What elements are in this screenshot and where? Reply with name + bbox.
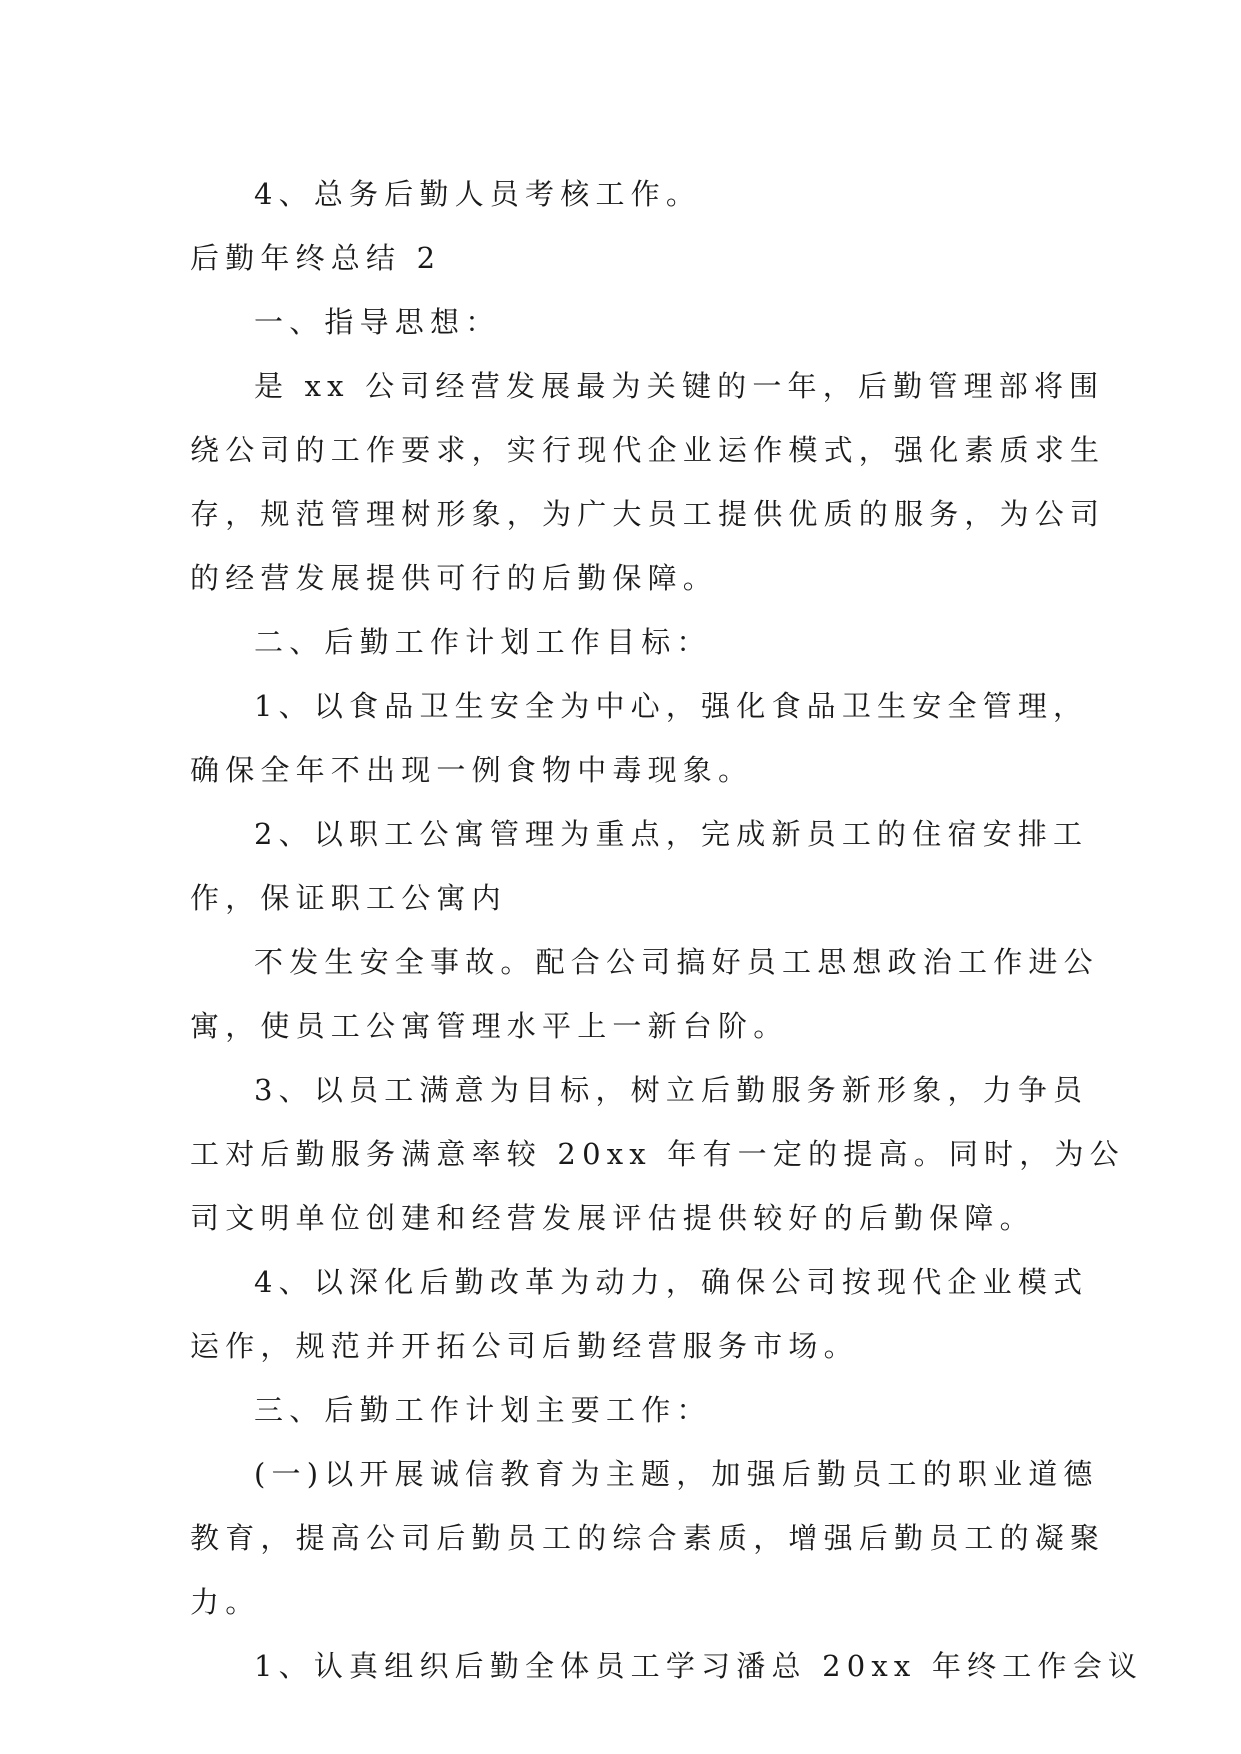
text-line: 是 xx 公司经营发展最为关键的一年，后勤管理部将围 <box>254 369 1105 403</box>
text-line: 3、以员工满意为目标，树立后勤服务新形象，力争员 <box>254 1073 1089 1107</box>
text-line: 力。 <box>190 1585 261 1619</box>
text-line: 寓，使员工公寓管理水平上一新台阶。 <box>190 1009 789 1043</box>
text-line: 二、后勤工作计划工作目标： <box>254 625 712 659</box>
text-line: 4、总务后勤人员考核工作。 <box>254 177 702 211</box>
document-body <box>190 162 1144 1698</box>
text-line: 工对后勤服务满意率较 20xx 年有一定的提高。同时，为公 <box>190 1137 1125 1171</box>
text-line: 的经营发展提供可行的后勤保障。 <box>190 561 719 595</box>
text-line: 确保全年不出现一例食物中毒现象。 <box>190 753 754 787</box>
text-line: 1、以食品卫生安全为中心，强化食品卫生安全管理， <box>254 689 1089 723</box>
text-line: 绕公司的工作要求，实行现代企业运作模式，强化素质求生 <box>190 433 1106 467</box>
text-line: 三、后勤工作计划主要工作： <box>254 1393 712 1427</box>
text-line: 4、以深化后勤改革为动力，确保公司按现代企业模式 <box>254 1265 1089 1299</box>
text-line: 存，规范管理树形象，为广大员工提供优质的服务，为公司 <box>190 497 1106 531</box>
text-line: 1、认真组织后勤全体员工学习潘总 20xx 年终工作会议 <box>254 1649 1144 1683</box>
text-line: 2、以职工公寓管理为重点，完成新员工的住宿安排工 <box>254 817 1089 851</box>
text-line: 作，保证职工公寓内 <box>190 881 507 915</box>
text-line: 司文明单位创建和经营发展评估提供较好的后勤保障。 <box>190 1201 1035 1235</box>
text-line: 运作，规范并开拓公司后勤经营服务市场。 <box>190 1329 859 1363</box>
text-line: (一)以开展诚信教育为主题，加强后勤员工的职业道德 <box>254 1457 1099 1491</box>
text-line: 不发生安全事故。配合公司搞好员工思想政治工作进公 <box>254 945 1099 979</box>
text-line: 后勤年终总结 2 <box>190 241 442 275</box>
text-line: 一、指导思想： <box>254 305 501 339</box>
text-line: 教育，提高公司后勤员工的综合素质，增强后勤员工的凝聚 <box>190 1521 1106 1555</box>
